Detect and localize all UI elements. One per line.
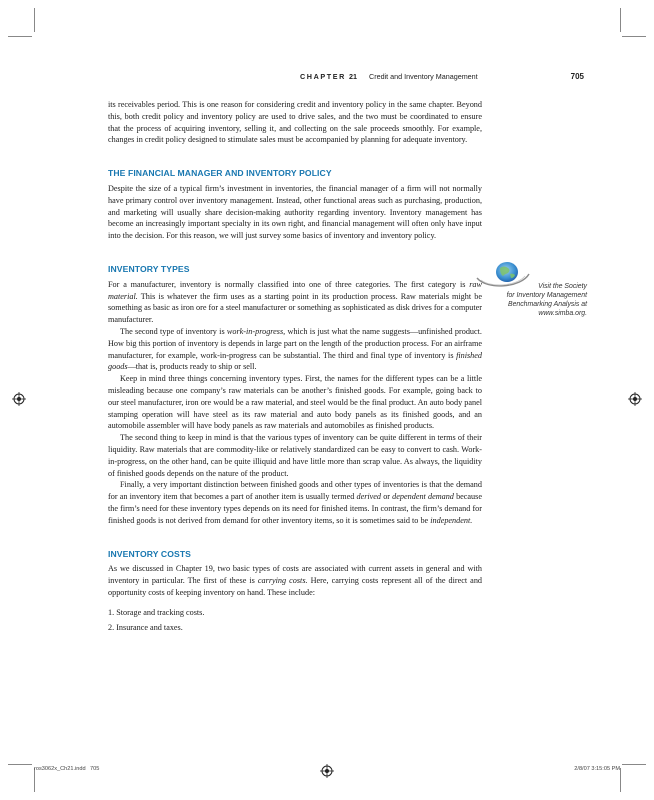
crop-mark: [622, 36, 646, 37]
list-item: 1. Storage and tracking costs.: [108, 607, 205, 617]
section-heading-inventory-costs: INVENTORY COSTS: [108, 548, 191, 559]
crop-mark: [620, 8, 621, 32]
crop-mark: [34, 8, 35, 32]
intro-paragraph: its receivables period. This is one reason for considering credit and inventory policy in the same chapter. Beyond this, both credit policy and inventory policy are used to drive sales, and the two must be coordinated to ensure that the process of acquiring inventory, selling it, and collecting on the sale proceeds smoothly. For example, changes in credit policy designed to stimulate sales must be accompanied by planning for adequate inventory.: [108, 100, 482, 145]
crop-mark: [620, 768, 621, 792]
inventory-costs-paragraph: As we discussed in Chapter 19, two basic types of costs are associated with current assets in general and with inventory in particular. The first of these is carrying costs. Here, carrying costs represent all of the direct and opportunity costs of keeping inventory on hand. These include:: [108, 564, 483, 597]
crop-mark: [8, 36, 32, 37]
print-slug-footer: [34, 766, 620, 776]
margin-note-url: www.simba.org.: [538, 310, 587, 317]
page-number: 705: [570, 72, 584, 81]
main-text-column: [108, 99, 482, 635]
inventory-types-paragraph-1: For a manufacturer, inventory is normally classified into one of three categories. The first category is raw material. This is whatever the firm uses as a starting point in its production process. Raw materials might be something as basic as iron ore for a steel manufacturer or something as sophisticated as disk drives for a computer manufacturer.: [108, 279, 483, 325]
inventory-types-paragraph-5: Finally, a very important distinction between finished goods and other types of inventories is that the demand for an inventory item that becomes a part of another item is usually termed derived or dependent demand because the firm’s need for these inventory types depends on its need for finished items. In contrast, the firm’s demand for finished goods is not derived from demand for other inventory items, so it is sometimes said to be independent.: [108, 480, 482, 525]
section-heading-financial-manager: THE FINANCIAL MANAGER AND INVENTORY POLICY: [108, 168, 332, 179]
carrying-costs-list: [108, 605, 482, 635]
inventory-types-paragraph-4: The second thing to keep in mind is that the various types of inventory can be quite different in terms of their liquidity. Raw materials that are commodity-like or relatively standardized can be easy to convert to cash. Work-in-progress, on the other hand, can be quite illiquid and have little more than scrap value. As always, the liquidity of finished goods depends on the nature of the product.: [108, 433, 482, 478]
inventory-types-paragraph-2: The second type of inventory is work-in-progress, which is just what the name suggests—unfinished product. How big this portion of inventory is depends in large part on the length of the production process. For an airframe manufacturer, for example, work-in-progress can be substantial. The third and final type of inventory is finished goods—that is, products ready to ship or sell.: [108, 326, 482, 372]
crop-mark: [622, 764, 646, 765]
list-item: 2. Insurance and taxes.: [108, 622, 183, 632]
margin-note-line: Visit the Society: [538, 283, 587, 290]
margin-note: [483, 282, 587, 318]
section-heading-inventory-types: INVENTORY TYPES: [108, 263, 190, 274]
footer-page: 705: [90, 766, 100, 772]
inventory-types-paragraph-3: Keep in mind three things concerning inventory types. First, the names for the different types can be a little misleading because one company’s raw materials can be another’s finished goods. For example, going back to our steel manufacturer, iron ore would be a raw material, and steel would be the final product. An auto body panel stamping operation will have steel as its raw material and auto body panels as its finished goods, and an automobile assembler will have body panels as raw materials and automobiles as finished products.: [108, 374, 482, 431]
registration-mark-icon: [628, 392, 642, 406]
registration-mark-icon: [12, 392, 26, 406]
section1-paragraph: Despite the size of a typical firm’s investment in inventories, the financial manager of a firm will not normally have primary control over inventory management. Instead, other functional areas such as purchasing, production, and marketing will usually share decision-making authority regarding inventory. Inventory management has become an increasingly important specialty in its own right, and financial management will often only have input into the decision. For this reason, we will just survey some basics of inventory and inventory policy.: [108, 183, 482, 241]
footer-date-time: 2/8/07 3:15:05 PM: [574, 766, 620, 772]
margin-note-line: Benchmarking Analysis at: [507, 301, 587, 308]
footer-file-name: ros3062x_Ch21.indd: [34, 766, 86, 772]
chapter-label: CHAPTER 21: [300, 72, 357, 81]
margin-note-line: for Inventory Management: [506, 292, 587, 299]
crop-mark: [8, 764, 32, 765]
running-header: [108, 72, 584, 84]
chapter-title: Credit and Inventory Management: [369, 72, 478, 81]
